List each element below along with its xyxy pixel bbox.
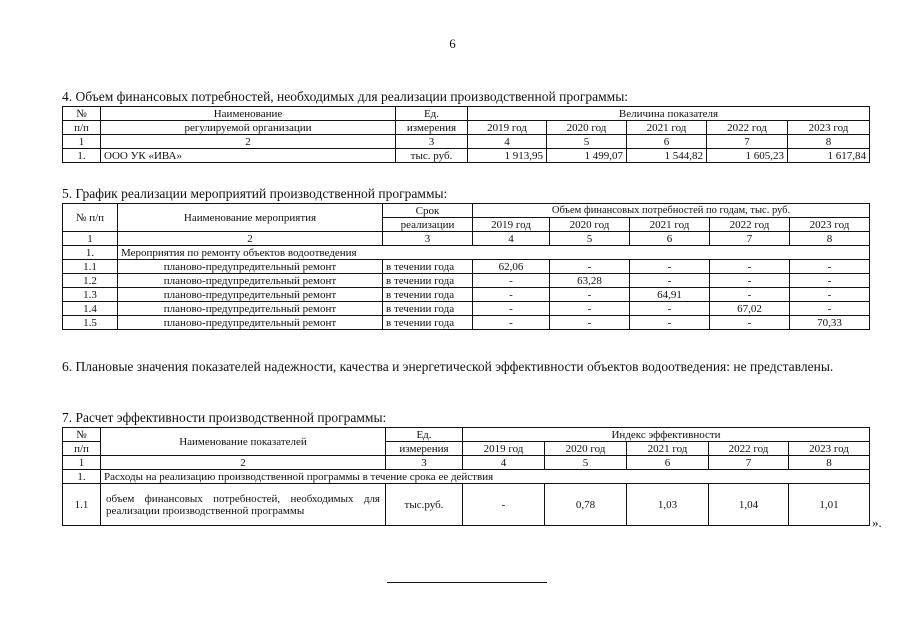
- row-num: 1.5: [63, 316, 118, 330]
- header-num: №: [63, 107, 101, 121]
- index-cell: 4: [463, 456, 545, 470]
- value-cell: -: [550, 316, 630, 330]
- header-group: Индекс эффективности: [463, 428, 870, 442]
- header-year: 2019 год: [468, 121, 547, 135]
- header-year: 2023 год: [790, 218, 870, 232]
- unit-cell: тыс. руб.: [396, 149, 468, 163]
- value-cell: -: [790, 274, 870, 288]
- row-num: 1.1: [63, 484, 101, 526]
- index-cell: 1: [63, 456, 101, 470]
- section-7-heading: 7. Расчет эффективности производственной программы:: [62, 410, 387, 425]
- value-cell: -: [473, 316, 550, 330]
- section-4-heading: 4. Объем финансовых потребностей, необходимых для реализации производственной программы:: [62, 89, 629, 104]
- index-cell: 8: [790, 232, 870, 246]
- row-num: 1.2: [63, 274, 118, 288]
- value-cell: -: [710, 316, 790, 330]
- header-name: Наименование: [101, 107, 396, 121]
- table-row: [63, 260, 870, 274]
- activity-name: планово-предупредительный ремонт: [118, 260, 383, 274]
- organization-name: ООО УК «ИВА»: [101, 149, 396, 163]
- header-year: 2020 год: [547, 121, 627, 135]
- row-num: 1.: [63, 470, 101, 484]
- value-cell: -: [790, 260, 870, 274]
- activity-name: планово-предупредительный ремонт: [118, 288, 383, 302]
- row-num: 1.4: [63, 302, 118, 316]
- header-num: п/п: [63, 121, 101, 135]
- table-header-row: [63, 121, 870, 135]
- header-unit: Ед.: [386, 428, 463, 442]
- group-name: Мероприятия по ремонту объектов водоотведения: [118, 246, 870, 260]
- index-cell: 6: [627, 456, 709, 470]
- value-cell: 62,06: [473, 260, 550, 274]
- index-row: [63, 135, 870, 149]
- value-cell: -: [710, 260, 790, 274]
- unit-cell: тыс.руб.: [386, 484, 463, 526]
- value-cell: -: [550, 302, 630, 316]
- term-cell: в течении года: [383, 260, 473, 274]
- header-name: Наименование показателей: [101, 428, 386, 456]
- header-term: Срок: [383, 204, 473, 218]
- value-cell: -: [790, 288, 870, 302]
- header-year: 2021 год: [627, 121, 707, 135]
- header-group: Величина показателя: [468, 107, 870, 121]
- value-cell: 1,04: [709, 484, 789, 526]
- header-num: п/п: [63, 442, 101, 456]
- header-unit: измерения: [386, 442, 463, 456]
- index-cell: 6: [630, 232, 710, 246]
- term-cell: в течении года: [383, 288, 473, 302]
- value-cell: 70,33: [790, 316, 870, 330]
- value-cell: -: [710, 288, 790, 302]
- value-cell: 1 605,23: [707, 149, 788, 163]
- index-cell: 1: [63, 135, 101, 149]
- group-row: [63, 246, 870, 260]
- footer-divider: [387, 582, 547, 583]
- table-header-row: [63, 428, 870, 442]
- index-cell: 7: [710, 232, 790, 246]
- value-cell: 1 499,07: [547, 149, 627, 163]
- value-cell: -: [550, 260, 630, 274]
- activity-name: планово-предупредительный ремонт: [118, 302, 383, 316]
- table-row: [63, 316, 870, 330]
- value-cell: -: [473, 288, 550, 302]
- row-num: 1.: [63, 246, 118, 260]
- index-cell: 7: [709, 456, 789, 470]
- value-cell: -: [630, 260, 710, 274]
- header-year: 2020 год: [545, 442, 627, 456]
- index-cell: 4: [468, 135, 547, 149]
- index-cell: 3: [383, 232, 473, 246]
- value-cell: 1,01: [789, 484, 870, 526]
- group-name: Расходы на реализацию производственной программы в течение срока ее действия: [101, 470, 870, 484]
- index-cell: 2: [101, 135, 396, 149]
- table-header-row: [63, 107, 870, 121]
- section-5-table: [62, 203, 870, 330]
- header-num: №: [63, 428, 101, 442]
- header-year: 2023 год: [788, 121, 870, 135]
- term-cell: в течении года: [383, 274, 473, 288]
- index-cell: 8: [788, 135, 870, 149]
- value-cell: 67,02: [710, 302, 790, 316]
- header-term: реализации: [383, 218, 473, 232]
- index-cell: 5: [547, 135, 627, 149]
- header-year: 2021 год: [630, 218, 710, 232]
- table-row: [63, 302, 870, 316]
- value-cell: 1 544,82: [627, 149, 707, 163]
- index-cell: 8: [789, 456, 870, 470]
- section-7-table: [62, 427, 870, 526]
- index-cell: 7: [707, 135, 788, 149]
- header-year: 2019 год: [473, 218, 550, 232]
- value-cell: 63,28: [550, 274, 630, 288]
- section-6-text: 6. Плановые значения показателей надежности, качества и энергетической эффективности объектов водоотведения: не представлены.: [62, 359, 834, 374]
- table-row: [63, 484, 870, 526]
- index-cell: 3: [386, 456, 463, 470]
- index-cell: 6: [627, 135, 707, 149]
- table-row: [63, 149, 870, 163]
- value-cell: -: [790, 302, 870, 316]
- header-name: регулируемой организации: [101, 121, 396, 135]
- activity-name: планово-предупредительный ремонт: [118, 274, 383, 288]
- value-cell: -: [710, 274, 790, 288]
- header-year: 2022 год: [709, 442, 789, 456]
- table-row: [63, 274, 870, 288]
- header-year: 2022 год: [707, 121, 788, 135]
- term-cell: в течении года: [383, 302, 473, 316]
- value-cell: -: [550, 288, 630, 302]
- index-cell: 5: [545, 456, 627, 470]
- row-num: 1.1: [63, 260, 118, 274]
- row-num: 1.3: [63, 288, 118, 302]
- value-cell: 64,91: [630, 288, 710, 302]
- index-row: [63, 456, 870, 470]
- value-cell: -: [630, 302, 710, 316]
- value-cell: -: [473, 274, 550, 288]
- value-cell: -: [463, 484, 545, 526]
- row-num: 1.: [63, 149, 101, 163]
- index-cell: 5: [550, 232, 630, 246]
- table-row: [63, 288, 870, 302]
- value-cell: 0,78: [545, 484, 627, 526]
- header-year: 2019 год: [463, 442, 545, 456]
- term-cell: в течении года: [383, 316, 473, 330]
- value-cell: -: [630, 274, 710, 288]
- section-4-table: [62, 106, 870, 163]
- closing-quote: ».: [872, 515, 882, 530]
- page-number: 6: [449, 36, 456, 51]
- index-cell: 2: [118, 232, 383, 246]
- value-cell: 1 913,95: [468, 149, 547, 163]
- header-unit: Ед.: [396, 107, 468, 121]
- value-cell: 1,03: [627, 484, 709, 526]
- value-cell: -: [473, 302, 550, 316]
- header-year: 2022 год: [710, 218, 790, 232]
- header-unit: измерения: [396, 121, 468, 135]
- header-num: № п/п: [63, 204, 118, 232]
- header-year: 2023 год: [789, 442, 870, 456]
- index-cell: 3: [396, 135, 468, 149]
- index-cell: 2: [101, 456, 386, 470]
- header-year: 2020 год: [550, 218, 630, 232]
- table-header-row: [63, 204, 870, 218]
- group-row: [63, 470, 870, 484]
- indicator-name: объем финансовых потребностей, необходимых для реализации производственной программы: [101, 484, 386, 526]
- index-row: [63, 232, 870, 246]
- index-cell: 4: [473, 232, 550, 246]
- value-cell: -: [630, 316, 710, 330]
- header-year: 2021 год: [627, 442, 709, 456]
- header-group: Объем финансовых потребностей по годам, тыс. руб.: [473, 204, 870, 218]
- value-cell: 1 617,84: [788, 149, 870, 163]
- activity-name: планово-предупредительный ремонт: [118, 316, 383, 330]
- index-cell: 1: [63, 232, 118, 246]
- section-5-heading: 5. График реализации мероприятий производственной программы:: [62, 186, 448, 201]
- header-name: Наименование мероприятия: [118, 204, 383, 232]
